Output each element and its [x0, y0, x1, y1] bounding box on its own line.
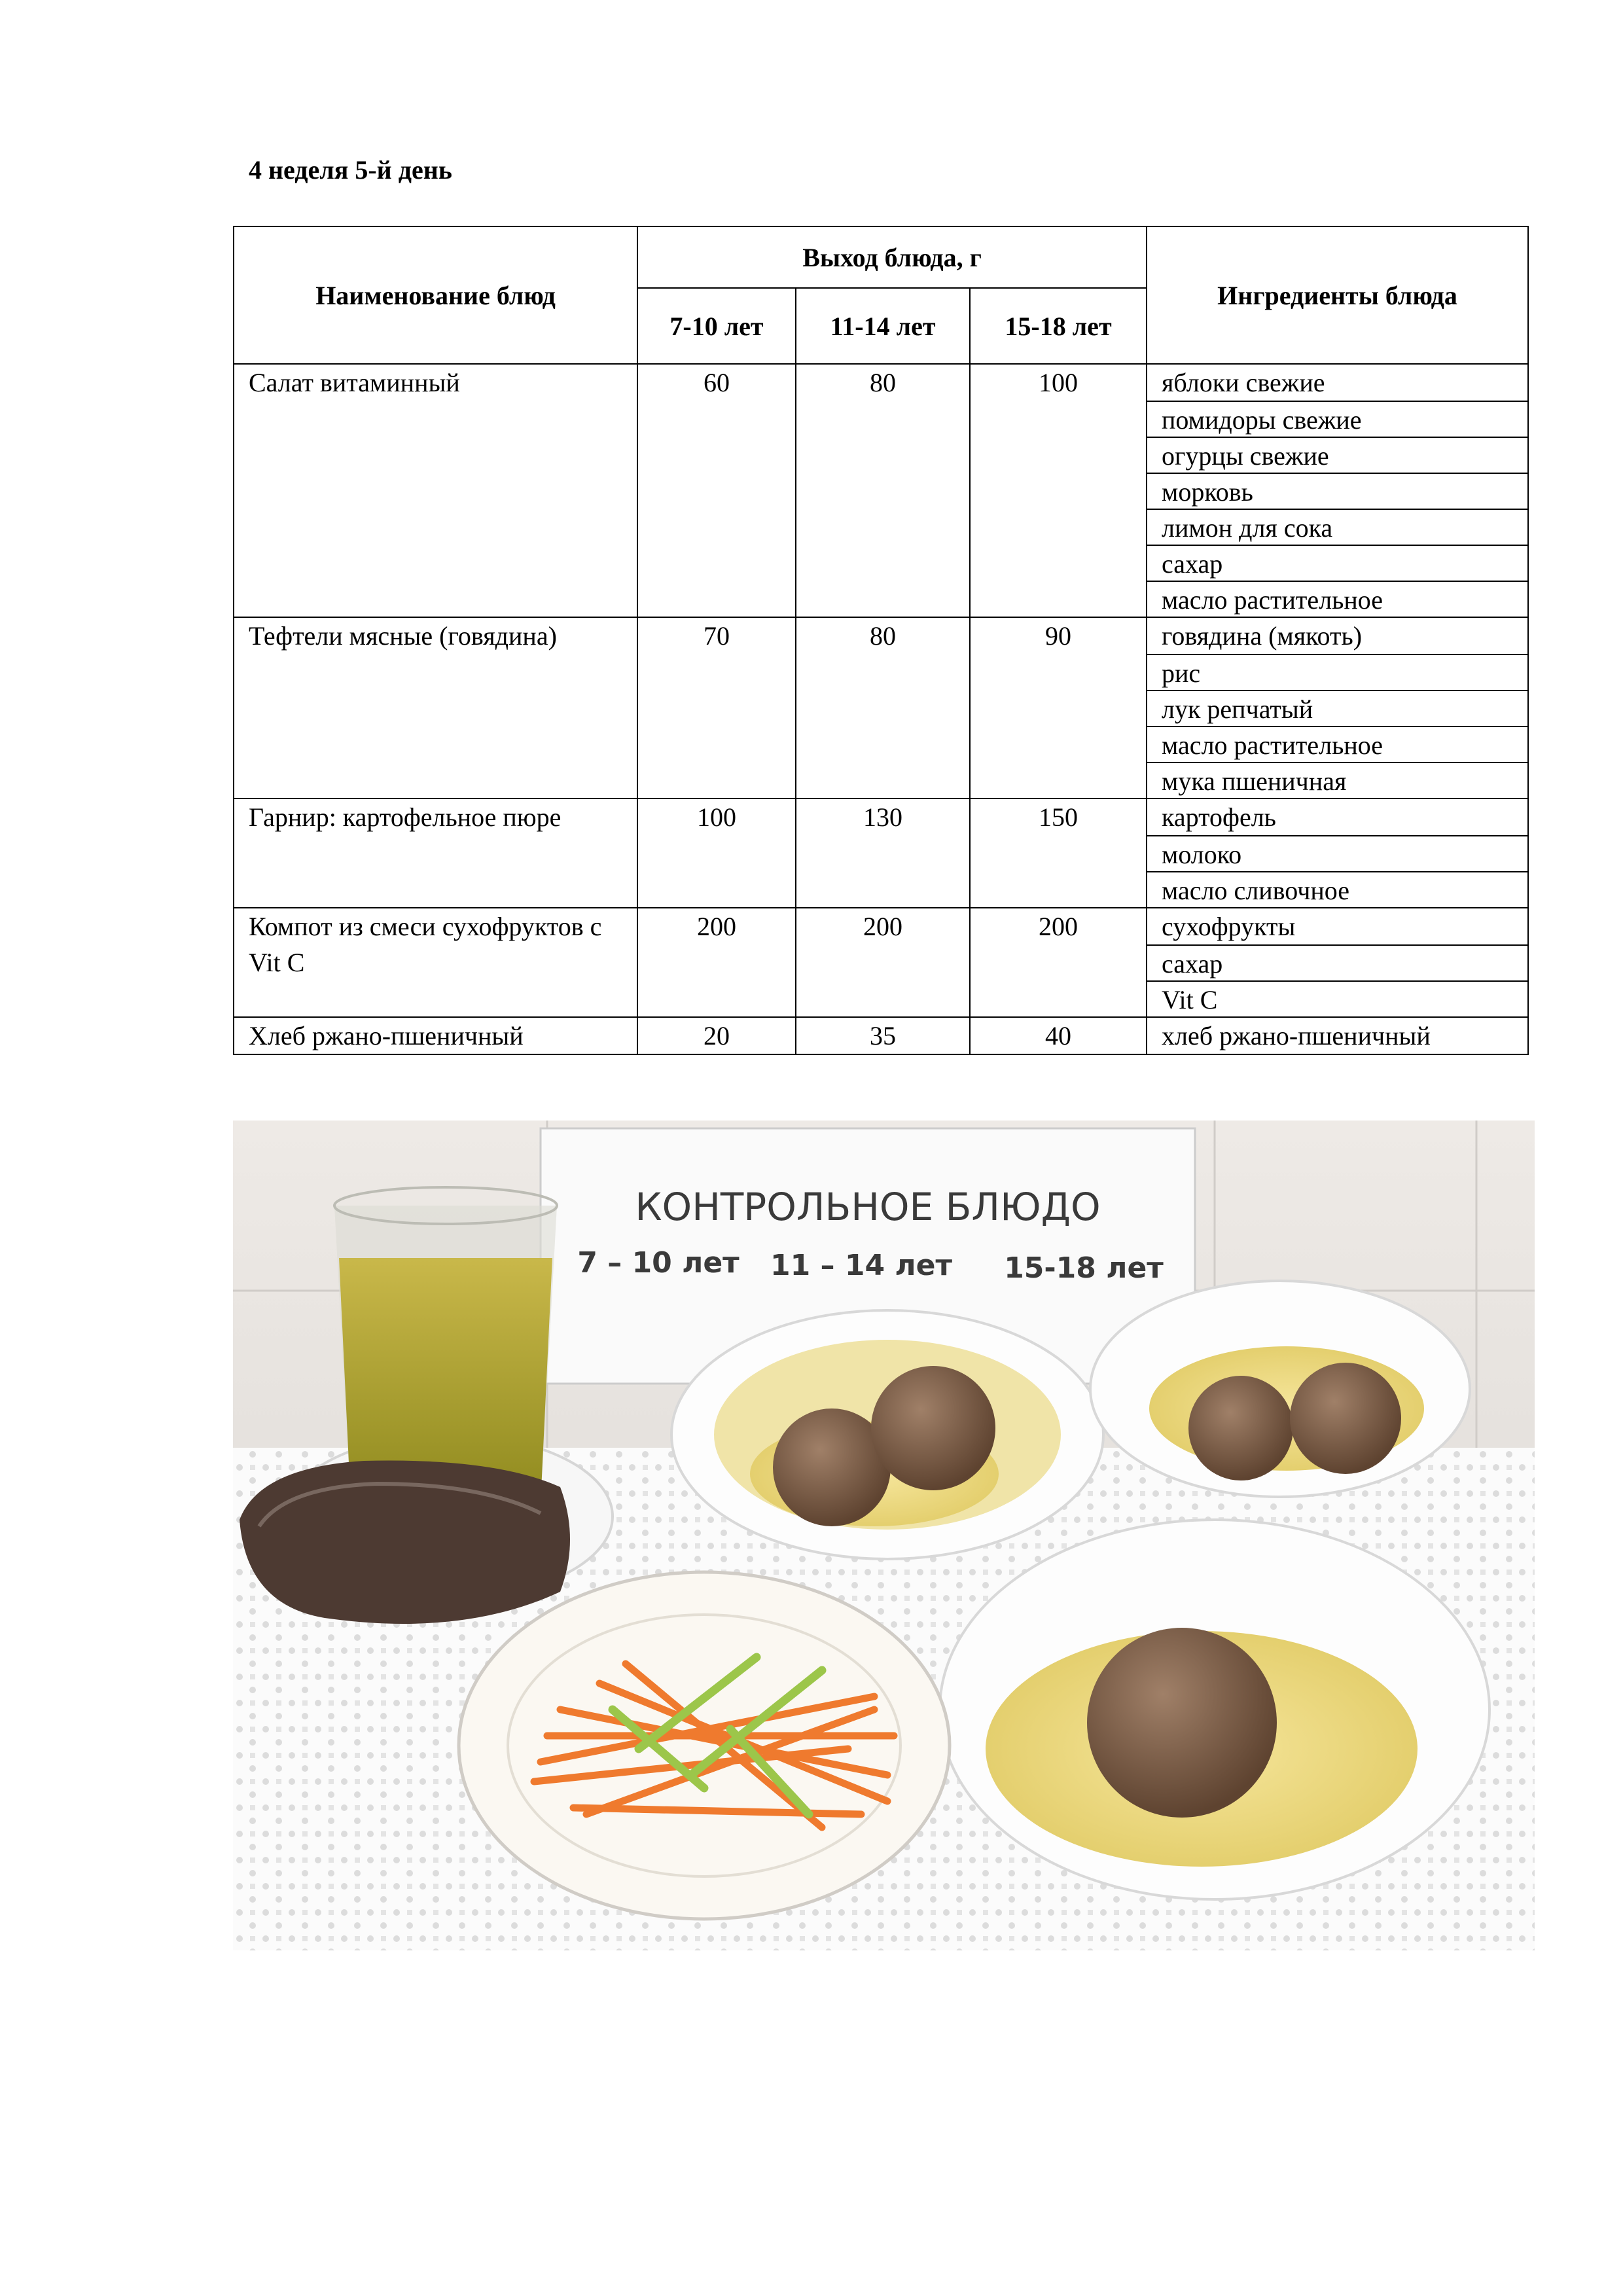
sign-age-11-14: 11 – 14 лет — [770, 1249, 952, 1282]
ingredient-item: хлеб ржано-пшеничный — [1162, 1021, 1431, 1050]
menu-row-mash — [234, 798, 1528, 908]
photo-illustration — [233, 1121, 1535, 1950]
portion-value: 200 — [637, 908, 796, 1017]
portion-value: 60 — [637, 364, 796, 617]
menu-row-bread — [234, 1017, 1528, 1054]
menu-table — [233, 226, 1529, 1055]
control-dish-photo — [233, 1121, 1535, 1950]
ingredient-item: сахар — [1147, 944, 1527, 980]
ingredients-cell — [1147, 798, 1528, 908]
ingredient-item: яблоки свежие — [1162, 368, 1325, 397]
portion-value: 130 — [796, 798, 970, 908]
ingredients-cell — [1147, 364, 1528, 617]
page-title: 4 неделя 5-й день — [249, 155, 452, 185]
ingredient-item: масло растительное — [1147, 726, 1527, 762]
ingredient-item: сухофрукты — [1162, 912, 1296, 941]
dish-name: Гарнир: картофельное пюре — [234, 798, 637, 908]
menu-row-meatballs — [234, 617, 1528, 798]
menu-body — [234, 364, 1528, 1054]
ingredient-list — [1147, 799, 1527, 907]
portion-value: 200 — [796, 908, 970, 1017]
portion-value: 40 — [970, 1017, 1147, 1054]
header-output: Выход блюда, г — [637, 226, 1147, 288]
ingredient-item: огурцы свежие — [1147, 437, 1527, 473]
ingredient-list — [1147, 618, 1527, 798]
ingredients-cell — [1147, 617, 1528, 798]
portion-value: 100 — [637, 798, 796, 908]
ingredient-item: масло растительное — [1147, 581, 1527, 617]
ingredient-item: говядина (мякоть) — [1162, 621, 1363, 651]
menu-row-salad — [234, 364, 1528, 617]
portion-value: 35 — [796, 1017, 970, 1054]
ingredients-cell — [1147, 1017, 1528, 1054]
ingredient-item: сахар — [1147, 545, 1527, 581]
header-age-7-10: 7-10 лет — [637, 288, 796, 364]
dish-name: Салат витаминный — [234, 364, 637, 617]
header-age-11-14: 11-14 лет — [796, 288, 970, 364]
portion-value: 150 — [970, 798, 1147, 908]
ingredient-item: мука пшеничная — [1147, 762, 1527, 798]
portion-value: 200 — [970, 908, 1147, 1017]
ingredient-list — [1147, 1018, 1527, 1054]
portion-value: 70 — [637, 617, 796, 798]
ingredient-item: рис — [1147, 654, 1527, 690]
portion-value: 100 — [970, 364, 1147, 617]
ingredient-item: молоко — [1147, 835, 1527, 871]
sign-age-15-18: 15-18 лет — [1004, 1251, 1164, 1285]
ingredient-list — [1147, 365, 1527, 617]
ingredient-item: картофель — [1162, 802, 1276, 832]
header-dish-name: Наименование блюд — [234, 226, 637, 364]
dish-name: Тефтели мясные (говядина) — [234, 617, 637, 798]
ingredients-cell — [1147, 908, 1528, 1017]
portion-value: 80 — [796, 364, 970, 617]
ingredient-item: лимон для сока — [1147, 509, 1527, 545]
dish-name: Хлеб ржано-пшеничный — [234, 1017, 637, 1054]
portion-value: 20 — [637, 1017, 796, 1054]
portion-value: 80 — [796, 617, 970, 798]
ingredient-item: масло сливочное — [1147, 871, 1527, 907]
menu-row-compote — [234, 908, 1528, 1017]
header-ingredients: Ингредиенты блюда — [1147, 226, 1528, 364]
dish-name: Компот из смеси сухофруктов с Vit C — [234, 908, 637, 1017]
ingredient-item: Vit C — [1147, 980, 1527, 1016]
sign-title: КОНТРОЛЬНОЕ БЛЮДО — [635, 1185, 1101, 1229]
ingredient-item: морковь — [1147, 473, 1527, 509]
ingredient-list — [1147, 908, 1527, 1016]
ingredient-item: помидоры свежие — [1147, 401, 1527, 437]
portion-value: 90 — [970, 617, 1147, 798]
sign-age-7-10: 7 – 10 лет — [577, 1246, 740, 1280]
ingredient-item: лук репчатый — [1147, 690, 1527, 726]
header-age-15-18: 15-18 лет — [970, 288, 1147, 364]
